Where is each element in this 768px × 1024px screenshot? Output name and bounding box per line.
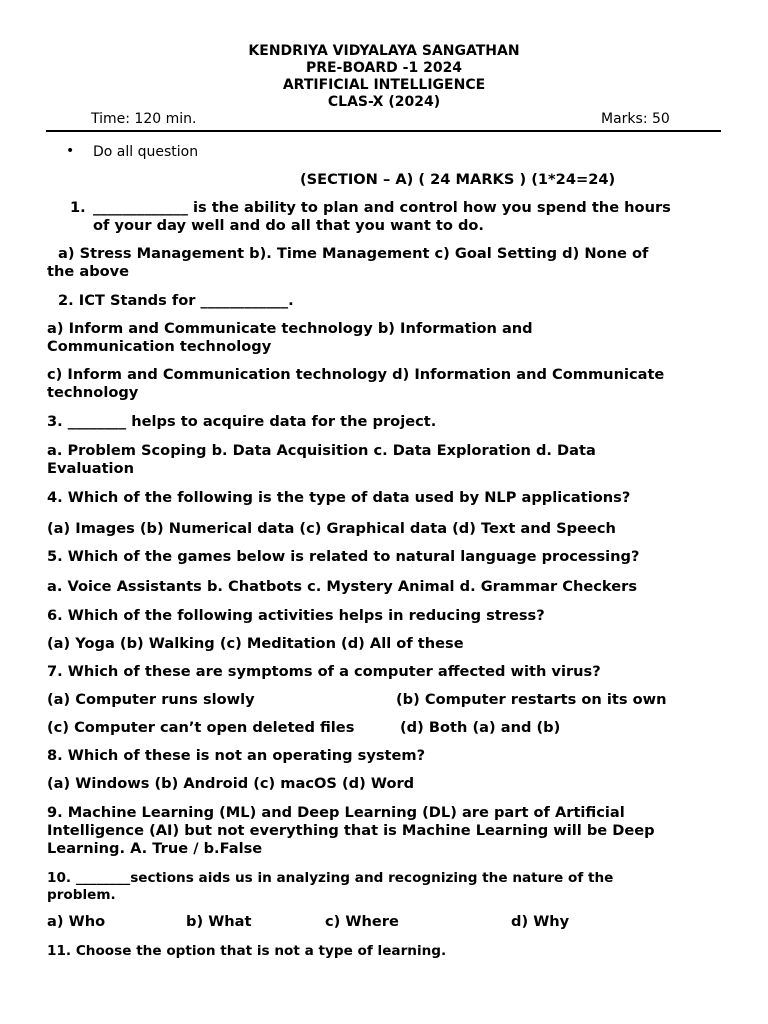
marks-label: Marks: 50 [601,111,670,127]
q9-text-1: 9. Machine Learning (ML) and Deep Learning (DL) are part of Artificial [47,804,625,821]
bullet-icon: • [66,143,75,159]
q10-text-2: problem. [47,887,116,903]
q2-options-3: c) Inform and Communication technology d) Information and Communicate [47,366,665,383]
q10-option-c: c) Where [325,913,399,930]
q7-option-b: (b) Computer restarts on its own [396,691,667,708]
q8-text: 8. Which of these is not an operating system? [47,747,426,764]
q1-options-2: the above [47,263,130,280]
q7-option-c: (c) Computer can’t open deleted files [47,719,355,736]
class-name: CLAS-X (2024) [327,94,441,110]
q3-options-1: a. Problem Scoping b. Data Acquisition c. Data Exploration d. Data [47,442,596,459]
q2-options-2: Communication technology [47,338,272,355]
q6-options: (a) Yoga (b) Walking (c) Meditation (d) All of these [47,635,464,652]
q10-option-a: a) Who [47,913,106,930]
q6-text: 6. Which of the following activities helps in reducing stress? [47,607,545,624]
q7-option-d: (d) Both (a) and (b) [400,719,561,736]
q2-options-4: technology [47,384,139,401]
q2-options-1: a) Inform and Communicate technology b) Information and [47,320,533,337]
q8-options: (a) Windows (b) Android (c) macOS (d) Word [47,775,415,792]
q11-text: 11. Choose the option that is not a type of learning. [47,943,447,959]
q5-options: a. Voice Assistants b. Chatbots c. Mystery Animal d. Grammar Checkers [47,578,638,595]
exam-name: PRE-BOARD -1 2024 [305,60,463,76]
q1-text-1: _____________ is the ability to plan and control how you spend the hours [93,199,671,216]
q3-text: 3. ________ helps to acquire data for the project. [47,413,437,430]
q7-text: 7. Which of these are symptoms of a computer affected with virus? [47,663,601,680]
q1-text-2: of your day well and do all that you want to do. [93,217,484,234]
instruction-text: Do all question [93,144,199,160]
exam-meta [0,111,768,129]
q5-text: 5. Which of the games below is related to natural language processing? [47,548,640,565]
q10-option-b: b) What [186,913,252,930]
q2-text: 2. ICT Stands for ____________. [58,292,294,309]
q1-number: 1. [70,199,86,216]
q10-option-d: d) Why [511,913,570,930]
q4-text: 4. Which of the following is the type of data used by NLP applications? [47,489,631,506]
org-name: KENDRIYA VIDYALAYA SANGATHAN [248,43,520,59]
q1-options-1: a) Stress Management b). Time Management c) Goal Setting d) None of [58,245,649,262]
q9-text-2: Intelligence (AI) but not everything that is Machine Learning will be Deep [47,822,655,839]
section-a-heading: (SECTION – A) ( 24 MARKS ) (1*24=24) [300,171,616,188]
q4-options: (a) Images (b) Numerical data (c) Graphical data (d) Text and Speech [47,520,616,537]
subject-name: ARTIFICIAL INTELLIGENCE [282,77,486,93]
q3-options-2: Evaluation [47,460,134,477]
q7-option-a: (a) Computer runs slowly [47,691,255,708]
q10-text-1: 10. ________sections aids us in analyzing and recognizing the nature of the [47,870,614,886]
q9-text-3: Learning. A. True / b.False [47,840,263,857]
exam-header [0,43,768,111]
time-label: Time: 120 min. [91,111,197,127]
header-divider [46,130,721,132]
